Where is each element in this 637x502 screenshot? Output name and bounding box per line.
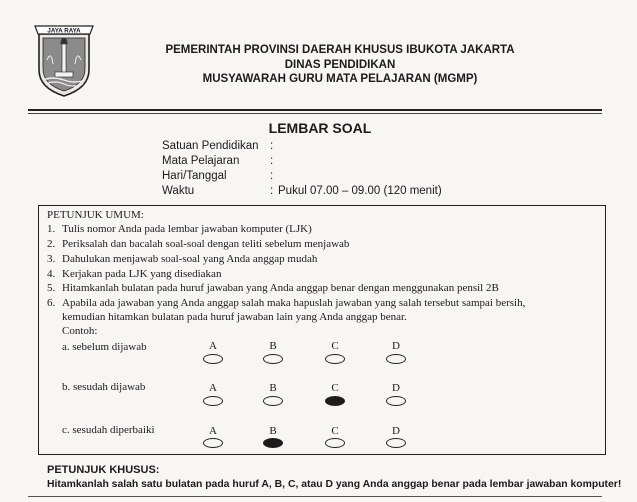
- answer-bubble: [203, 354, 223, 364]
- bottom-divider: [28, 496, 602, 497]
- field-colon: :: [270, 140, 274, 152]
- field-label-mapel: Mata Pelajaran: [162, 155, 240, 167]
- option-letter: B: [269, 425, 277, 437]
- option-letter: D: [392, 425, 400, 437]
- instruction-number: 4.: [47, 268, 56, 280]
- instruction-number: 3.: [47, 253, 56, 265]
- field-colon: :: [270, 170, 274, 182]
- instruction-text-continued: kemudian hitamkan bulatan pada huruf jawaban lain yang Anda anggap benar.: [62, 311, 407, 323]
- answer-bubble: [325, 438, 345, 448]
- instruction-text: Hitamkanlah bulatan pada huruf jawaban yang Anda anggap benar dengan menggunakan pensil 2B: [62, 282, 499, 294]
- example-label-a: a. sebelum dijawab: [62, 341, 147, 353]
- option-letter: A: [209, 425, 217, 437]
- instruction-text: Dahulukan menjawab soal-soal yang Anda anggap mudah: [62, 253, 318, 265]
- special-instructions-title: PETUNJUK KHUSUS:: [47, 464, 160, 476]
- example-label-c: c. sesudah diperbaiki: [62, 424, 155, 436]
- option-letter: B: [269, 340, 277, 352]
- instruction-text: Tulis nomor Anda pada lembar jawaban komputer (LJK): [62, 223, 312, 235]
- instruction-number: 1.: [47, 223, 56, 235]
- field-value-waktu: Pukul 07.00 – 09.00 (120 menit): [278, 185, 442, 197]
- option-letter: D: [392, 382, 400, 394]
- header-divider: [28, 109, 602, 111]
- answer-bubble: [386, 396, 406, 406]
- option-letter: B: [269, 382, 277, 394]
- instruction-number: 2.: [47, 238, 56, 250]
- header-line-2: DINAS PENDIDIKAN: [284, 59, 396, 71]
- answer-bubble: [386, 438, 406, 448]
- header-line-1: PEMERINTAH PROVINSI DAERAH KHUSUS IBUKOTA JAKARTA: [165, 44, 515, 56]
- special-instructions-text: Hitamkanlah salah satu bulatan pada huruf A, B, C, atau D yang Anda anggap benar pada lembar jawaban komputer!: [47, 479, 622, 490]
- field-colon: :: [270, 155, 274, 167]
- answer-bubble-filled: [263, 438, 283, 448]
- option-letter: C: [331, 340, 339, 352]
- answer-bubble: [263, 396, 283, 406]
- sheet-title: LEMBAR SOAL: [268, 120, 372, 136]
- answer-bubble-filled: [325, 396, 345, 406]
- instruction-text: Periksalah dan bacalah soal-soal dengan teliti sebelum menjawab: [62, 238, 350, 250]
- logo-ribbon-text: JAYA RAYA: [47, 27, 81, 35]
- option-letter: A: [209, 340, 217, 352]
- field-colon: :: [270, 185, 274, 197]
- instruction-text: Kerjakan pada LJK yang disediakan: [62, 268, 222, 280]
- example-label-b: b. sesudah dijawab: [62, 381, 146, 393]
- option-letter: D: [392, 340, 400, 352]
- answer-bubble: [203, 396, 223, 406]
- field-label-satuan: Satuan Pendidikan: [162, 140, 259, 152]
- answer-bubble: [203, 438, 223, 448]
- instruction-number: 5.: [47, 282, 56, 294]
- instruction-text: Apabila ada jawaban yang Anda anggap salah maka hapuslah jawaban yang salah tersebut sampai bersih,: [62, 297, 526, 309]
- jakarta-crest-icon: [33, 20, 95, 98]
- example-heading: Contoh:: [62, 325, 98, 337]
- option-letter: C: [331, 382, 339, 394]
- option-letter: C: [331, 425, 339, 437]
- field-label-waktu: Waktu: [162, 185, 195, 197]
- field-label-tanggal: Hari/Tanggal: [162, 170, 227, 182]
- header-divider-thin: [28, 113, 602, 114]
- answer-bubble: [263, 354, 283, 364]
- option-letter: A: [209, 382, 217, 394]
- header-line-3: MUSYAWARAH GURU MATA PELAJARAN (MGMP): [202, 73, 478, 85]
- answer-bubble: [386, 354, 406, 364]
- instruction-number: 6.: [47, 297, 56, 309]
- answer-bubble: [325, 354, 345, 364]
- general-instructions-title: PETUNJUK UMUM:: [47, 209, 144, 221]
